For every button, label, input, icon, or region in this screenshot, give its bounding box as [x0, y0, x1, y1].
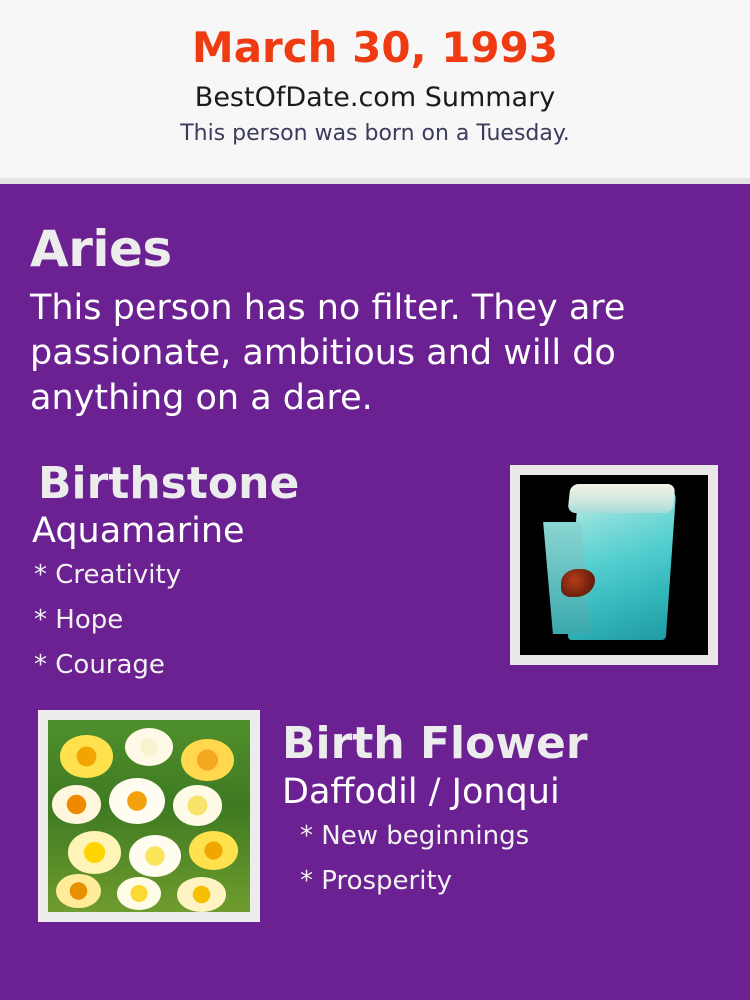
aquamarine-crystal-photo: [520, 475, 708, 655]
header: [0, 0, 750, 178]
birthflower-trait: * Prosperity: [300, 866, 453, 896]
birthstone-trait: * Creativity: [34, 560, 182, 590]
birthstone-trait: * Courage: [34, 650, 165, 680]
birthflower-text: [282, 706, 720, 904]
birthflower-trait: * New beginnings: [300, 821, 530, 851]
page-title: March 30, 1993: [191, 23, 559, 72]
zodiac-sign-title: Aries: [30, 220, 172, 278]
site-summary-label: BestOfDate.com Summary: [194, 82, 556, 113]
birthstone-text: [30, 457, 470, 688]
birthflower-image-frame: [38, 710, 260, 922]
birthstone-section: [30, 457, 720, 688]
birthstone-title: Birthstone: [38, 458, 300, 509]
birthstone-name: Aquamarine: [32, 511, 245, 551]
daffodil-field-photo: [48, 720, 250, 912]
birthflower-title: Birth Flower: [282, 718, 588, 769]
zodiac-description: This person has no filter. They are passionate, ambitious and will do anything on a dare.: [30, 288, 626, 418]
content-body: [0, 184, 750, 1000]
birthflower-name: Daffodil / Jonqui: [282, 772, 560, 812]
birthstone-trait: * Hope: [34, 605, 124, 635]
birth-day-note: This person was born on a Tuesday.: [180, 121, 570, 146]
birthstone-image-frame: [510, 465, 718, 665]
birthflower-section: [30, 706, 720, 936]
